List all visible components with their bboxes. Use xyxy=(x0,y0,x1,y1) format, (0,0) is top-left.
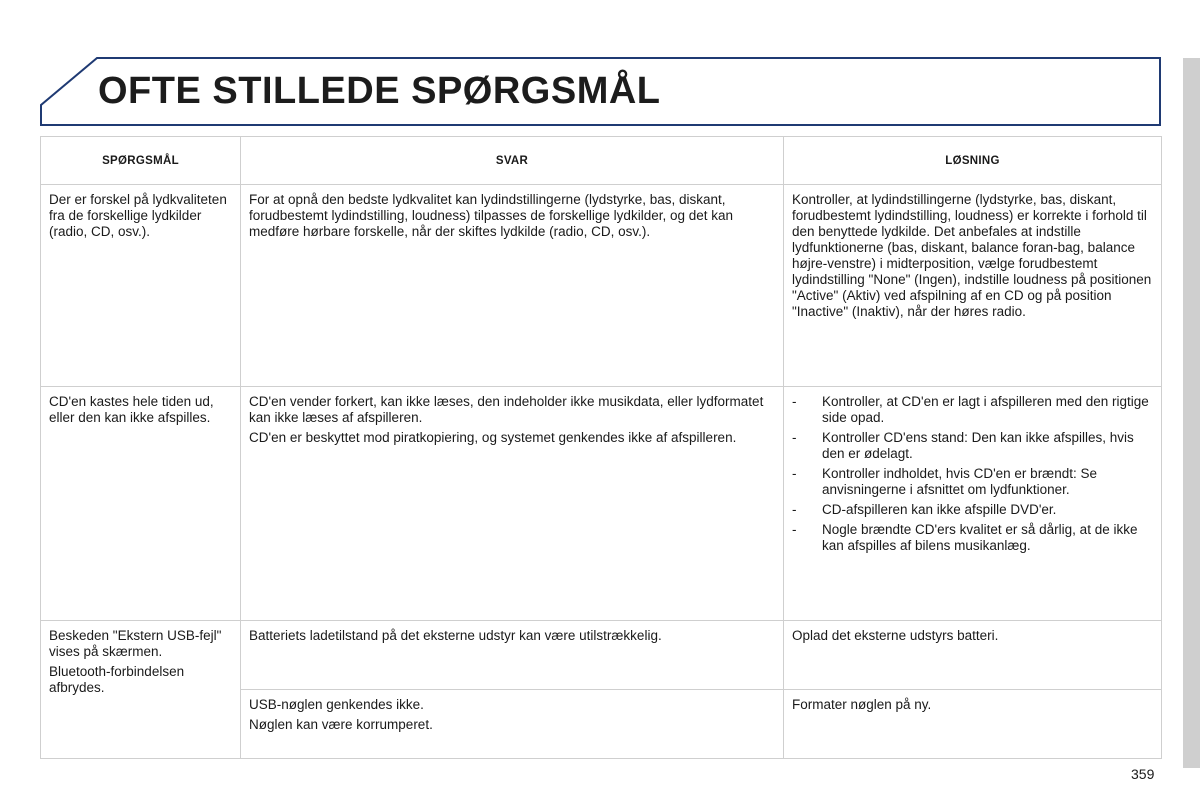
header-solution: LØSNING xyxy=(784,137,1162,185)
dash-bullet: - xyxy=(792,394,797,409)
table-row xyxy=(41,185,1162,387)
list-item xyxy=(792,522,1153,554)
answer-paragraph: USB-nøglen genkendes ikke. xyxy=(249,697,424,712)
dash-bullet: - xyxy=(792,466,797,481)
dash-bullet: - xyxy=(792,430,797,445)
side-strip xyxy=(1183,58,1200,768)
list-item-text: Nogle brændte CD'ers kvalitet er så dårlig, at de ikke kan afspilles af bilens musikanlæg. xyxy=(822,522,1138,553)
question-paragraph: Bluetooth-forbindelsen afbrydes. xyxy=(49,664,185,695)
question-cell xyxy=(41,621,241,759)
answer-paragraph: Nøglen kan være korrumperet. xyxy=(249,717,433,732)
question-cell: Der er forskel på lydkvaliteten fra de forskellige lydkilder (radio, CD, osv.). xyxy=(41,185,241,387)
dash-bullet: - xyxy=(792,522,797,537)
list-item xyxy=(792,430,1153,462)
dash-bullet: - xyxy=(792,502,797,517)
table-row xyxy=(41,387,1162,621)
solution-cell: Oplad det eksterne udstyrs batteri. xyxy=(784,621,1162,690)
list-item-text: CD-afspilleren kan ikke afspille DVD'er. xyxy=(822,502,1057,517)
question-paragraph: Beskeden "Ekstern USB-fejl" vises på skærmen. xyxy=(49,628,222,659)
list-item xyxy=(792,394,1153,426)
list-item-text: Kontroller, at CD'en er lagt i afspilleren med den rigtige side opad. xyxy=(822,394,1149,425)
page-number: 359 xyxy=(1131,766,1155,782)
solution-cell: Kontroller, at lydindstillingerne (lydstyrke, bas, diskant, forudbestemt lydindstilling, loudness) er korrekte i forhold til den benyttede lydkilde. Det anbefales at indstille lydfunktionerne (bas, diskant, balance foran-bag, balance højre-venstre) i midterposition, vælge forudbestemt lydindstilling "None" (Ingen), indstille loudness på positionen "Active" (Aktiv) ved afspilning af en CD og på position "Inactive" (Inaktiv), når der høres radio. xyxy=(784,185,1162,387)
solution-list xyxy=(792,394,1153,554)
table-row xyxy=(41,621,1162,690)
answer-cell: Batteriets ladetilstand på det eksterne udstyr kan være utilstrækkelig. xyxy=(241,621,784,690)
list-item-text: Kontroller CD'ens stand: Den kan ikke afspilles, hvis den er ødelagt. xyxy=(822,430,1134,461)
list-item xyxy=(792,466,1153,498)
header-question: SPØRGSMÅL xyxy=(41,137,241,185)
solution-cell xyxy=(784,387,1162,621)
page-title: OFTE STILLEDE SPØRGSMÅL xyxy=(98,70,661,112)
answer-paragraph: CD'en vender forkert, kan ikke læses, den indeholder ikke musikdata, eller lydformatet kan ikke læses af afspilleren. xyxy=(249,394,764,425)
list-item xyxy=(792,502,1153,518)
table-header-row xyxy=(41,137,1162,185)
answer-paragraph: CD'en er beskyttet mod piratkopiering, og systemet genkendes ikke af afspilleren. xyxy=(249,430,737,445)
solution-cell: Formater nøglen på ny. xyxy=(784,690,1162,759)
header-answer: SVAR xyxy=(241,137,784,185)
answer-cell xyxy=(241,690,784,759)
list-item-text: Kontroller indholdet, hvis CD'en er brændt: Se anvisningerne i afsnittet om lydfunktioner. xyxy=(822,466,1097,497)
question-cell: CD'en kastes hele tiden ud, eller den kan ikke afspilles. xyxy=(41,387,241,621)
faq-table xyxy=(40,136,1162,759)
answer-cell xyxy=(241,387,784,621)
answer-cell: For at opnå den bedste lydkvalitet kan lydindstillingerne (lydstyrke, bas, diskant, forudbestemt lydindstilling, loudness) tilpasses de forskellige lydkilder, og det kan medføre hørbare forskelle, når der skiftes lydkilde (radio, CD, osv.). xyxy=(241,185,784,387)
